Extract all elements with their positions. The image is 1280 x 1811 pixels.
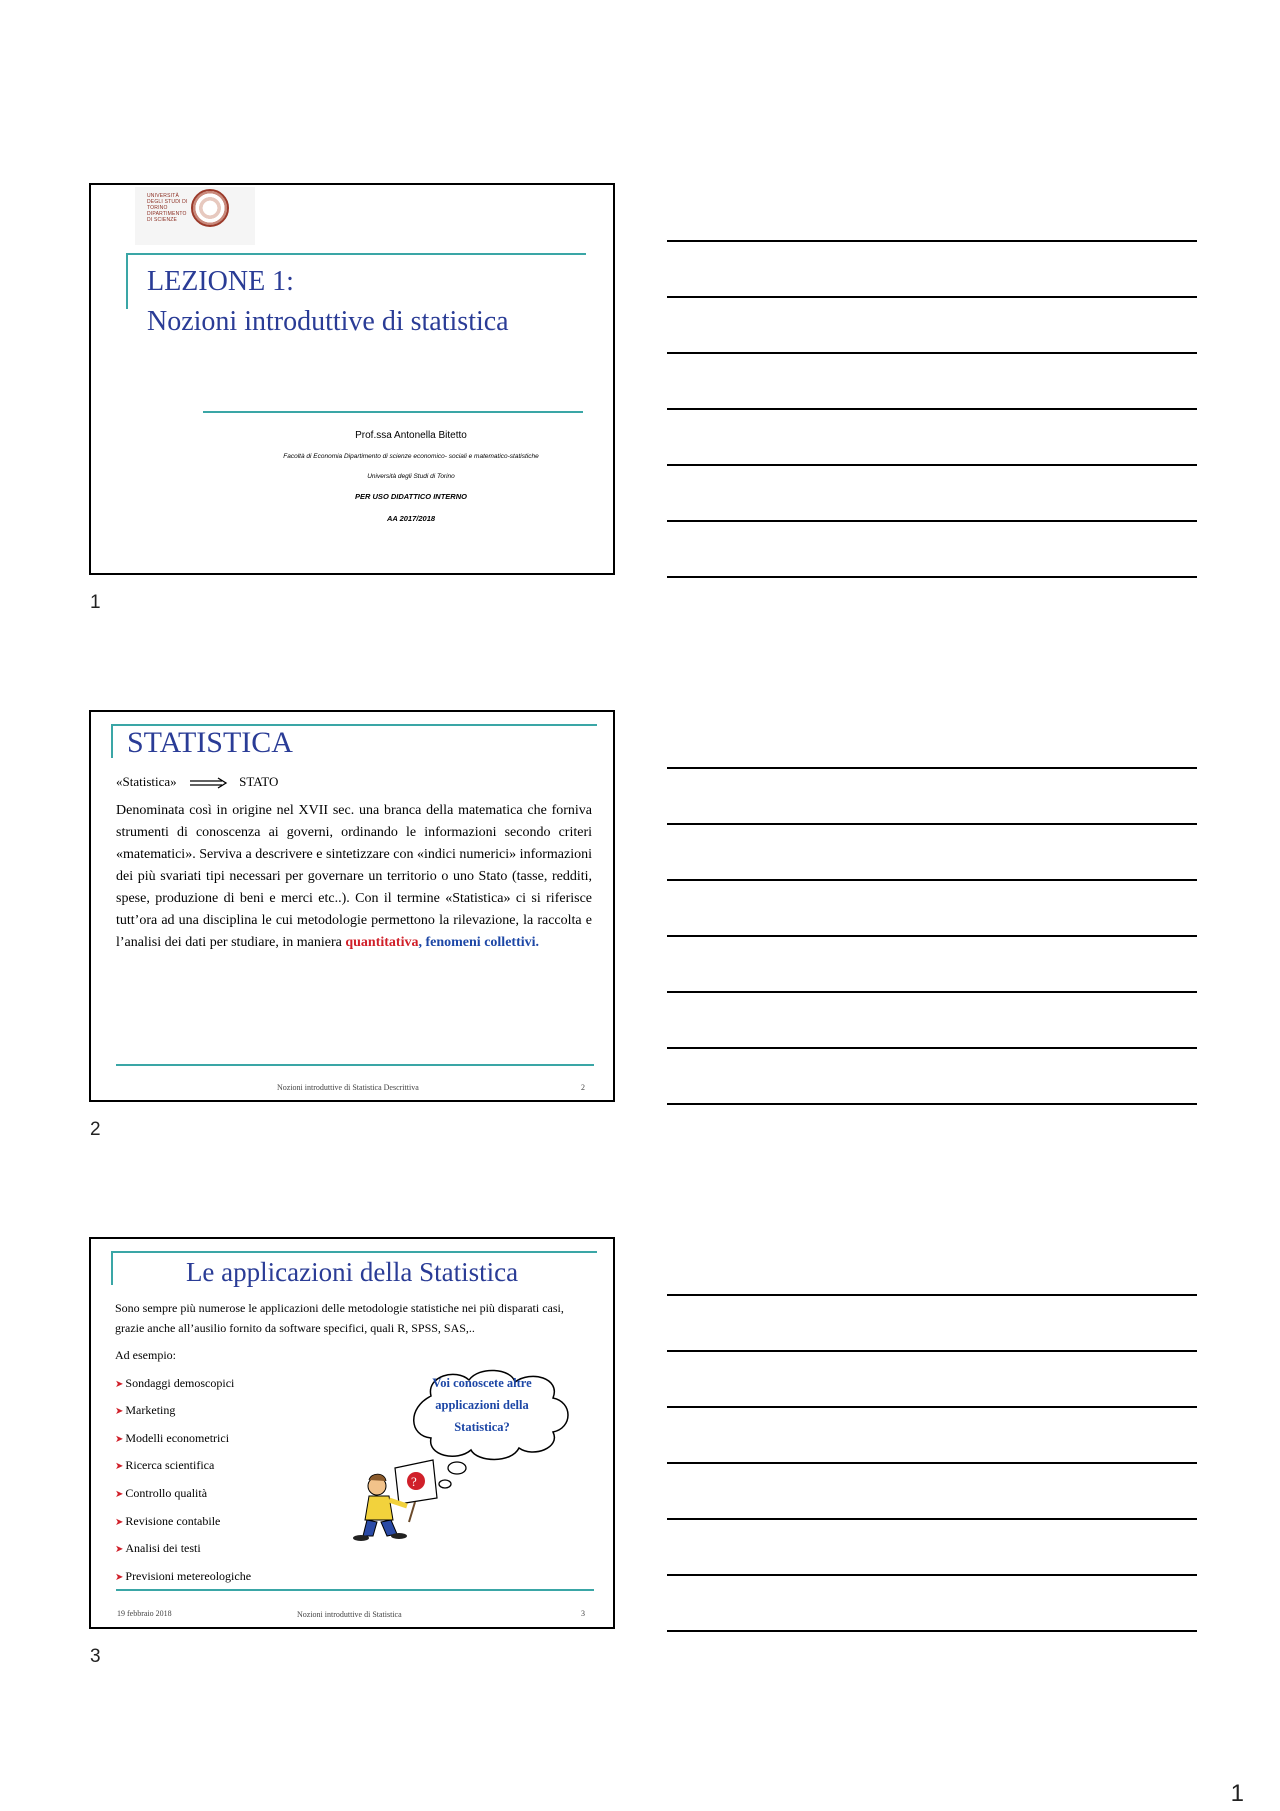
logo-text: UNIVERSITÀ DEGLI STUDI DI TORINO DIPARTIMENTO DI SCIENZE (147, 193, 188, 223)
department: Facoltà di Economia Dipartimento di scienze economico- sociali e matematico-statistiche (283, 453, 539, 460)
page-number: 1 (1230, 1780, 1244, 1807)
applications-list (115, 1348, 251, 1596)
slide-3-number: 3 (90, 1646, 101, 1667)
list-lead: Ad esempio: (115, 1348, 176, 1362)
slide-2-footer-page: 2 (581, 1083, 585, 1092)
notice: PER USO DIDATTICO INTERNO (355, 492, 467, 501)
list-item: ➤ Controllo qualità (115, 1485, 208, 1500)
svg-text:?: ? (411, 1474, 417, 1489)
etymology-right: STATO (239, 774, 279, 789)
university: Università degli Studi di Torino (367, 473, 455, 480)
title-bar (111, 724, 113, 758)
academic-year: AA 2017/2018 (386, 514, 436, 523)
note-line (667, 408, 1197, 410)
slide-3 (89, 1237, 615, 1629)
note-line (667, 1294, 1197, 1296)
note-line (667, 464, 1197, 466)
slide-2-title: STATISTICA (127, 726, 293, 759)
slide-1-title: LEZIONE 1: Nozioni introduttive di statistica (147, 266, 509, 337)
title-rule (111, 1251, 597, 1253)
note-line (667, 520, 1197, 522)
note-line (667, 879, 1197, 881)
arrow-bullet-icon: ➤ (115, 1488, 124, 1500)
arrow-bullet-icon: ➤ (115, 1433, 124, 1445)
arrow-bullet-icon: ➤ (115, 1461, 124, 1473)
highlight-quantitativa: quantitativa (345, 935, 419, 950)
note-line (667, 296, 1197, 298)
note-line (667, 767, 1197, 769)
note-line (667, 576, 1197, 578)
note-line (667, 1462, 1197, 1464)
slide-2-footer: Nozioni introduttive di Statistica Descrittiva (277, 1083, 419, 1092)
note-line (667, 1630, 1197, 1632)
list-item: ➤ Revisione contabile (115, 1513, 221, 1528)
note-line (667, 1350, 1197, 1352)
arrow-bullet-icon: ➤ (115, 1571, 124, 1583)
slide-3-intro: Sono sempre più numerose le applicazioni delle metodologie statistiche nei più disparati casi, grazie anche all’ausilio fornito da software specifici, quali R, SPSS, SAS,.. (115, 1301, 564, 1335)
slide-1-number: 1 (90, 592, 101, 613)
footer-rule (116, 1589, 594, 1591)
note-line (667, 1574, 1197, 1576)
list-item: ➤ Analisi dei testi (115, 1541, 201, 1556)
thought-bubble-text: Voi conoscete altre applicazioni della Statistica? (432, 1376, 532, 1434)
arrow-bullet-icon: ➤ (115, 1406, 124, 1418)
list-item: ➤ Ricerca scientifica (115, 1458, 215, 1473)
list-item: ➤ Previsioni metereologiche (115, 1568, 252, 1583)
note-line (667, 1406, 1197, 1408)
note-line (667, 1047, 1197, 1049)
list-item: ➤ Sondaggi demoscopici (115, 1375, 235, 1390)
note-line (667, 823, 1197, 825)
slide-3-footer: Nozioni introduttive di Statistica (297, 1610, 402, 1619)
etymology-line (116, 774, 278, 790)
slide-2-number: 2 (90, 1119, 101, 1140)
slide-3-footer-page: 3 (581, 1609, 585, 1618)
slide-3-footer-date: 19 febbraio 2018 (117, 1609, 172, 1618)
author: Prof.ssa Antonella Bitetto (355, 430, 467, 441)
author-rule (203, 411, 583, 413)
slide-1 (89, 183, 615, 575)
arrow-bullet-icon: ➤ (115, 1516, 124, 1528)
arrow-bullet-icon: ➤ (115, 1544, 124, 1556)
arrow-bullet-icon: ➤ (115, 1378, 124, 1390)
list-item: ➤ Modelli econometrici (115, 1430, 230, 1445)
note-line (667, 935, 1197, 937)
note-line (667, 991, 1197, 993)
slide-2-body: Denominata così in origine nel XVII sec. una branca della matematica che forniva strumenti di conoscenza ai governi, ordinando le informazioni secondo criteri «matematici». Serviva a descrivere e sintetizzare con «indici numerici» informazioni dei più svariati tipi necessari per governare un territorio o uno Stato (tasse, redditi, spese, produzione di beni e merci etc..). Con il termine «Statistica» ci si riferisce tutt’ora ad una disciplina le cui metodologie permettono la rilevazione, la raccolta e l’analisi dei dati per studiare, in maniera quantitativa, fenomeni collettivi. (116, 803, 592, 950)
note-line (667, 1518, 1197, 1520)
cartoon-figure-icon (345, 1456, 455, 1546)
etymology-left: «Statistica» (116, 774, 177, 789)
note-line (667, 352, 1197, 354)
highlight-fenomeni: fenomeni collettivi. (425, 935, 540, 950)
list-item: ➤ Marketing (115, 1403, 176, 1418)
double-arrow-icon (190, 780, 228, 786)
note-line (667, 1103, 1197, 1105)
slide-3-title: Le applicazioni della Statistica (185, 1257, 519, 1287)
footer-rule (116, 1064, 594, 1066)
university-logo (135, 187, 255, 245)
note-line (667, 240, 1197, 242)
university-seal-icon (191, 189, 229, 227)
title-rule (126, 253, 586, 255)
title-bar (126, 253, 128, 309)
slide-2 (89, 710, 615, 1102)
